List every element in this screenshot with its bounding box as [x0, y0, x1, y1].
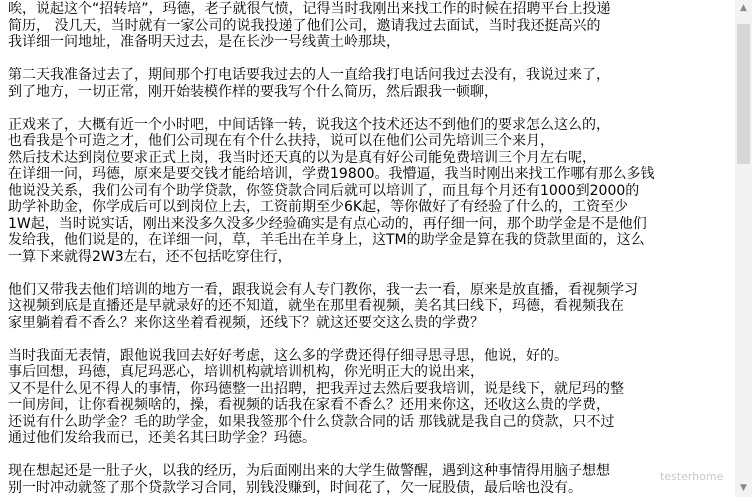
paragraph [8, 348, 728, 447]
text-line: 还说有什么助学金？毛的助学金，如果我签那个什么贷款合同的话 那钱就是我自己的贷款，只不过 [8, 413, 615, 430]
text-line: 发给我，他们说是的，在详细一问，草，羊毛出在羊身上，这TM的助学金是算在我的贷款里面的，这么 [8, 232, 645, 248]
text-line: 当时我面无表情，跟他说我回去好好考虑，这么多的学费还得仔细寻思寻思，他说，好的。 [8, 347, 568, 364]
text-line: 简历， 没几天，当时就有一家公司的说我投递了他们公司，邀请我过去面试，当时我还挺高兴的 [8, 17, 601, 34]
scroll-up-arrow-icon[interactable]: ▲ [740, 3, 747, 13]
paragraph [8, 282, 728, 332]
text-line: 到了地方，一切正常，刚开始装模作样的要我写个什么简历，然后跟我一顿聊， [8, 83, 498, 100]
text-line: 助学补助金，你学成后可以到岗位上去，工资前期至少6K起，等你做好了有经验了什么的，工资至少 [8, 199, 629, 215]
text-line: 1W起，当时说实话，刚出来没多久没多少经验确实是有点心动的，再仔细一问，那个助学金是不是他们 [8, 215, 647, 232]
text-line: 一算下来就得2W3左右，还不包括吃穿住行， [8, 248, 292, 265]
text-line: 唉，说起这个“招转培”，玛德，老子就很气愤，记得当时我刚出来找工作的时候在招聘平台上投递 [8, 1, 611, 17]
vertical-scrollbar[interactable] [735, 0, 752, 497]
paragraph [8, 463, 728, 496]
paragraph [8, 67, 728, 100]
text-line: 别一时冲动就签了那个贷款学习合同，别钱没赚到，时间花了，欠一屁股债，最后啥也没有。 [8, 479, 582, 496]
text-line: 我详细一问地址，准备明天过去，是在长沙一号线黄土岭那块， [8, 34, 400, 50]
text-line: 也看我是个可造之才，他们公司现在有个什么扶持，说可以在他们公司先培训三个来月， [8, 133, 554, 149]
text-line: 又不是什么见不得人的事情，你玛德整一出招聘，把我弄过去然后要我培训，说是线下，就尼玛的整 [8, 380, 624, 397]
text-line: 这视频到底是直播还是早就录好的还不知道，就坐在那里看视频，美名其曰线下，玛德，看视频我在 [8, 298, 624, 314]
text-line: 一间房间，让你看视频啥的，操，看视频的话我在家看不香么？还用来你这，还收这么贵的学费， [8, 397, 610, 413]
scrollbar-thumb[interactable] [737, 24, 750, 164]
paragraph [8, 117, 728, 266]
text-line: 家里躺着看不香么？来你这坐着看视频，还线下？就这还要交这么贵的学费？ [8, 314, 484, 331]
text-line: 事后回想，玛德，真尼玛恶心，培训机构就培训机构，你光明正大的说出来， [8, 364, 484, 380]
text-content [8, 1, 728, 497]
watermark: testerhome [660, 470, 724, 483]
text-line: 现在想起还是一肚子火，以我的经历，为后面刚出来的大学生做警醒，遇到这种事情得用脑子想想 [8, 463, 610, 479]
text-line: 第二天我准备过去了，期间那个打电话要我过去的人一直给我打电话问我过去没有，我说过来了， [8, 67, 610, 83]
text-line: 他们又带我去他们培训的地方一看，跟我说会有人专门教你，我一去一看，原来是放直播，看视频学习 [8, 281, 638, 298]
text-line: 通过他们发给我而已，还美名其曰助学金？玛德。 [8, 430, 316, 446]
scroll-down-arrow-icon[interactable]: ▼ [740, 483, 747, 493]
text-line: 在详细一问，玛德，原来是要交钱才能给培训，学费19800。我懵逼，我当时刚出来找工作哪有那么多钱 [8, 166, 655, 182]
text-line: 然后技术达到岗位要求正式上岗，我当时还天真的以为是真有好公司能免费培训三个月左右呢， [8, 149, 596, 166]
paragraph [8, 1, 728, 51]
text-line: 正戏来了，大概有近一个小时吧，中间话锋一转，说我这个技术还达不到他们的要求怎么这么的， [8, 116, 610, 133]
text-line: 他说没关系，我们公司有个助学贷款，你签贷款合同后就可以培训了，而且每个月还有1000到2000的 [8, 182, 640, 199]
